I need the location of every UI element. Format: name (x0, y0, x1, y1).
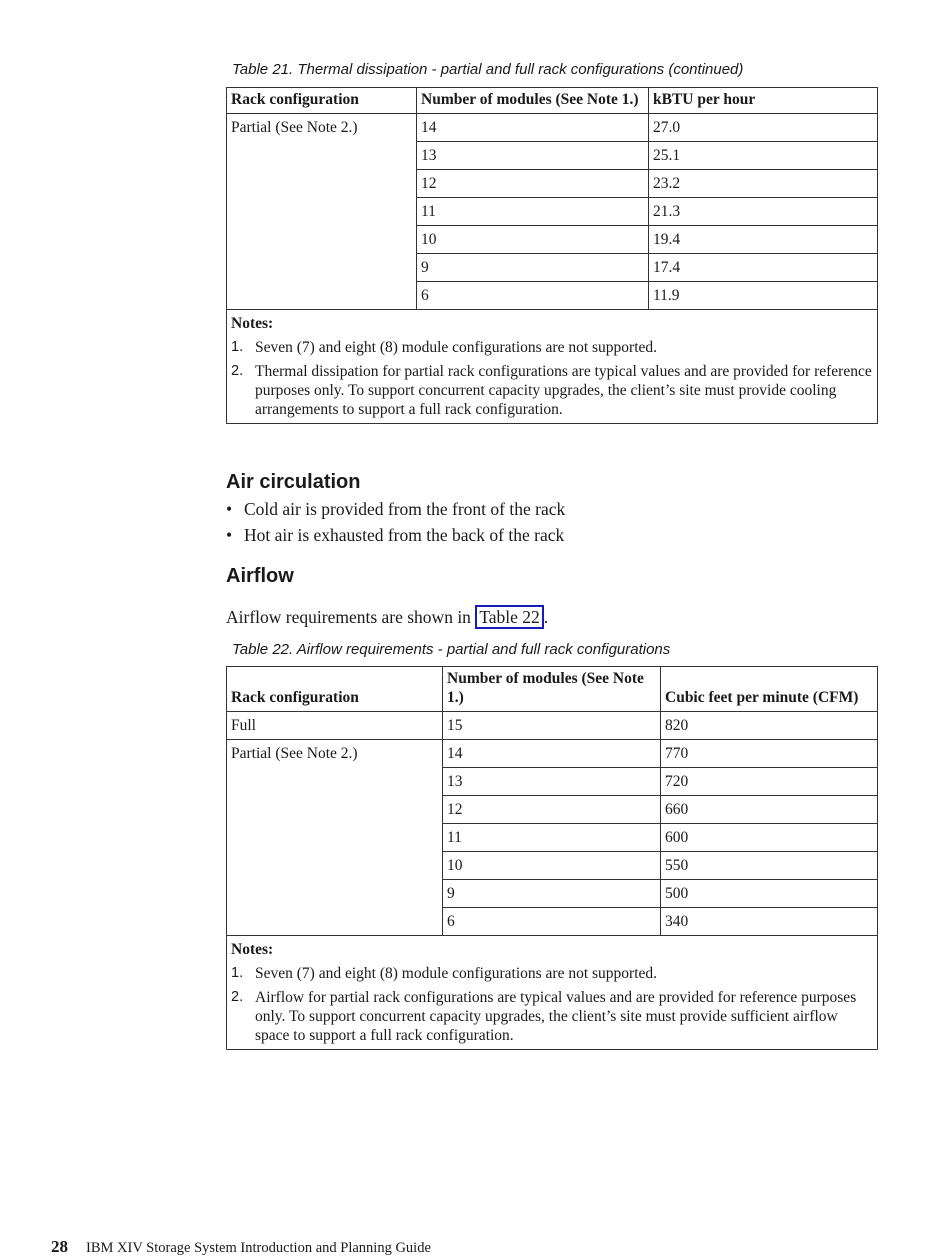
modules-cell: 6 (417, 282, 649, 310)
cfm-cell: 770 (661, 740, 878, 768)
column-header: Number of modules (See Note 1.) (443, 667, 661, 712)
table-21 (226, 87, 878, 424)
note-number: 2. (231, 989, 244, 1005)
cfm-cell: 500 (661, 880, 878, 908)
modules-cell: 12 (417, 170, 649, 198)
modules-cell: 6 (443, 908, 661, 936)
note-item (231, 338, 873, 357)
kbtu-cell: 21.3 (649, 198, 878, 226)
bullet-icon: • (226, 499, 233, 519)
table-row (227, 712, 878, 740)
kbtu-cell: 19.4 (649, 226, 878, 254)
modules-cell: 10 (443, 852, 661, 880)
table-22-caption: Table 22. Airflow requirements - partial and full rack configurations (232, 641, 671, 658)
airflow-intro (226, 607, 548, 628)
rack-configuration-cell: Partial (See Note 2.) (227, 740, 443, 936)
note-item (231, 362, 873, 419)
modules-cell: 12 (443, 796, 661, 824)
note-item (231, 964, 873, 983)
notes-row (227, 310, 878, 424)
note-text: Seven (7) and eight (8) module configurations are not supported. (255, 339, 658, 356)
modules-cell: 11 (443, 824, 661, 852)
kbtu-cell: 27.0 (649, 114, 878, 142)
kbtu-cell: 17.4 (649, 254, 878, 282)
intro-text: Airflow requirements are shown in (226, 607, 471, 627)
table-header-row (227, 667, 878, 712)
kbtu-cell: 23.2 (649, 170, 878, 198)
note-number: 1. (231, 965, 244, 981)
modules-cell: 11 (417, 198, 649, 226)
page-footer (51, 1237, 431, 1257)
column-header: kBTU per hour (649, 88, 878, 114)
column-header: Rack configuration (227, 667, 443, 712)
cfm-cell: 820 (661, 712, 878, 740)
bullet-item (226, 499, 565, 520)
column-header: Cubic feet per minute (CFM) (661, 667, 878, 712)
air-circulation-heading: Air circulation (226, 471, 361, 493)
note-text: Airflow for partial rack configurations are typical values and are provided for reference purposes only. To support concurrent capacity upgrades, the client’s site must provide sufficient airflow space to support a full rack configuration. (255, 989, 857, 1044)
modules-cell: 13 (417, 142, 649, 170)
cfm-cell: 600 (661, 824, 878, 852)
cfm-cell: 660 (661, 796, 878, 824)
modules-cell: 13 (443, 768, 661, 796)
column-header: Rack configuration (227, 88, 417, 114)
intro-end: . (543, 607, 549, 627)
modules-cell: 9 (443, 880, 661, 908)
airflow-heading: Airflow (226, 565, 294, 587)
table-row (227, 740, 878, 768)
modules-cell: 14 (417, 114, 649, 142)
rack-configuration-cell: Partial (See Note 2.) (227, 114, 417, 310)
table-22 (226, 666, 878, 1050)
table-22-link[interactable]: Table 22 (475, 605, 544, 629)
notes-row (227, 936, 878, 1050)
bullet-item (226, 525, 564, 546)
table-header-row (227, 88, 878, 114)
modules-cell: 15 (443, 712, 661, 740)
cfm-cell: 720 (661, 768, 878, 796)
document-title: IBM XIV Storage System Introduction and Planning Guide (86, 1240, 431, 1256)
column-header: Number of modules (See Note 1.) (417, 88, 649, 114)
table-21-caption: Table 21. Thermal dissipation - partial and full rack configurations (continued) (232, 61, 744, 78)
page-number: 28 (51, 1237, 68, 1256)
note-number: 2. (231, 363, 244, 379)
table-notes (227, 310, 878, 424)
bullet-text: Hot air is exhausted from the back of the rack (244, 525, 565, 545)
bullet-icon: • (226, 525, 233, 545)
modules-cell: 10 (417, 226, 649, 254)
notes-title: Notes: (231, 941, 274, 958)
kbtu-cell: 25.1 (649, 142, 878, 170)
note-text: Thermal dissipation for partial rack configurations are typical values and are provided for reference purposes only. To support concurrent capacity upgrades, the client’s site must provide cooling arrangements to support a full rack configuration. (255, 363, 872, 418)
cfm-cell: 340 (661, 908, 878, 936)
kbtu-cell: 11.9 (649, 282, 878, 310)
cfm-cell: 550 (661, 852, 878, 880)
table-row (227, 114, 878, 142)
note-number: 1. (231, 339, 244, 355)
notes-title: Notes: (231, 315, 274, 332)
note-item (231, 988, 873, 1045)
modules-cell: 9 (417, 254, 649, 282)
table-notes (227, 936, 878, 1050)
rack-configuration-cell: Full (227, 712, 443, 740)
bullet-text: Cold air is provided from the front of the rack (244, 499, 566, 519)
modules-cell: 14 (443, 740, 661, 768)
note-text: Seven (7) and eight (8) module configurations are not supported. (255, 965, 658, 982)
